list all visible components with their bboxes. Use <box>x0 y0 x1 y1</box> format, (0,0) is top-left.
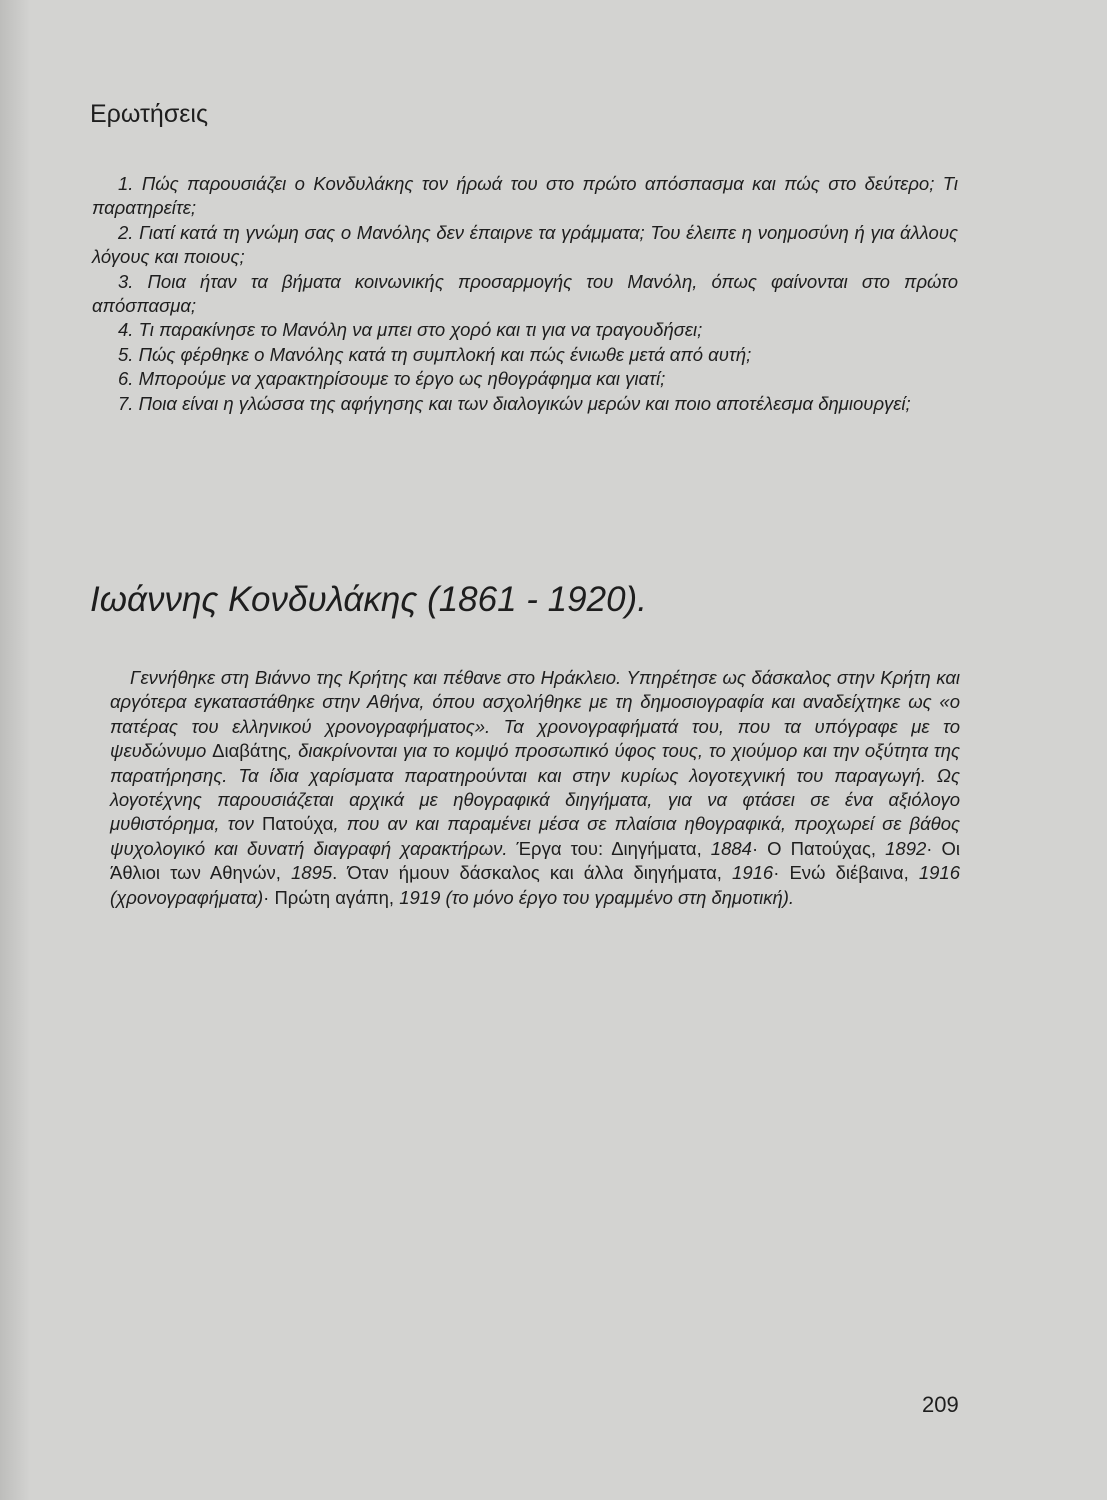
bio-works-label: Έργα του: Διηγήματα, <box>516 837 711 859</box>
bio-work: · Πρώτη αγάπη, <box>263 886 400 908</box>
bio-year: 1916 (χρονογραφήματα) <box>110 862 960 908</box>
bio-text: , διακρίνονται για το κομψό προσωπικό ύφος τους, το χιούμορ και την οξύτητα της παρατήρησης. Τα ίδια χαρίσματα παρατηρούνται και στην κυρίως λογοτεχνική του παραγωγή. Ως λογοτέχνης παρουσιάζεται αρχικά με ηθογραφικά διηγήματα, για να φτάσει σε ένα αξιόλογο μυθιστόρημα, τον <box>110 740 960 835</box>
bio-year: 1895 <box>291 862 333 884</box>
question-item: 5. Πώς φέρθηκε ο Μανόλης κατά τη συμπλοκή και πώς ένιωθε μετά από αυτή; <box>118 343 752 365</box>
bio-text: Γεννήθηκε στη Βιάννο της Κρήτης και πέθανε στο Ηράκλειο. Υπηρέτησε ως δάσκαλος στην Κρήτη και αργότερα εγκαταστάθηκε στην Αθήνα, όπου ασχολήθηκε με τη δημοσιογραφία και αναδείχτηκε ως «ο πατέρας του ελληνικού χρονογραφήματος». Τα χρονογραφήματά του, που τα υπόγραφε με το ψευδώνυμο <box>110 667 960 762</box>
bio-year: 1884 <box>710 837 752 859</box>
page-number: 209 <box>922 1392 959 1417</box>
bio-pseudonym: Διαβάτης <box>212 740 288 762</box>
questions-list <box>92 172 958 416</box>
bio-work: · Ενώ διέβαινα, <box>773 862 919 884</box>
question-item: 2. Γιατί κατά τη γνώμη σας ο Μανόλης δεν έπαιρνε τα γράμματα; Του έλειπε η νοημοσύνη ή για άλλους λόγους και ποιους; <box>92 221 958 268</box>
question-item: 1. Πώς παρουσιάζει ο Κονδυλάκης τον ήρωά του στο πρώτο απόσπασμα και πώς στο δεύτερο; Τι παρατηρείτε; <box>92 173 958 219</box>
bio-work: · Ο Πατούχας, <box>751 837 886 859</box>
question-item: 6. Μπορούμε να χαρακτηρίσουμε το έργο ως ηθογράφημα και γιατί; <box>118 368 666 390</box>
page-edge-shadow <box>0 0 30 1500</box>
bio-work: . Όταν ήμουν δάσκαλος και άλλα διηγήματα, <box>332 862 733 884</box>
bio-text: , που αν και παραμένει μέσα σε πλαίσια ηθογραφικά, προχωρεί σε βάθος ψυχολογικό και δυνατή διαγραφή χαρακτήρων. <box>110 813 960 859</box>
bio-year: 1892 <box>885 837 927 859</box>
question-item: 3. Ποια ήταν τα βήματα κοινωνικής προσαρμογής του Μανόλη, όπως φαίνονται στο πρώτο απόσπασμα; <box>92 270 958 317</box>
bio-work: · Οι Άθλιοι των Αθηνών, <box>110 837 960 884</box>
author-biography <box>110 666 960 910</box>
question-item: 7. Ποια είναι η γλώσσα της αφήγησης και των διαλογικών μερών και ποιο αποτέλεσμα δημιουργεί; <box>118 392 911 414</box>
questions-heading: Ερωτήσεις <box>90 100 209 128</box>
bio-year: 1916 <box>732 862 774 884</box>
question-item: 4. Τι παρακίνησε το Μανόλη να μπει στο χορό και τι για να τραγουδήσει; <box>118 319 703 341</box>
bio-year: 1919 (το μόνο έργο του γραμμένο στη δημοτική). <box>399 886 795 908</box>
bio-novel: Πατούχα <box>262 813 334 835</box>
author-heading: Ιωάννης Κονδυλάκης (1861 - 1920). <box>90 580 647 619</box>
